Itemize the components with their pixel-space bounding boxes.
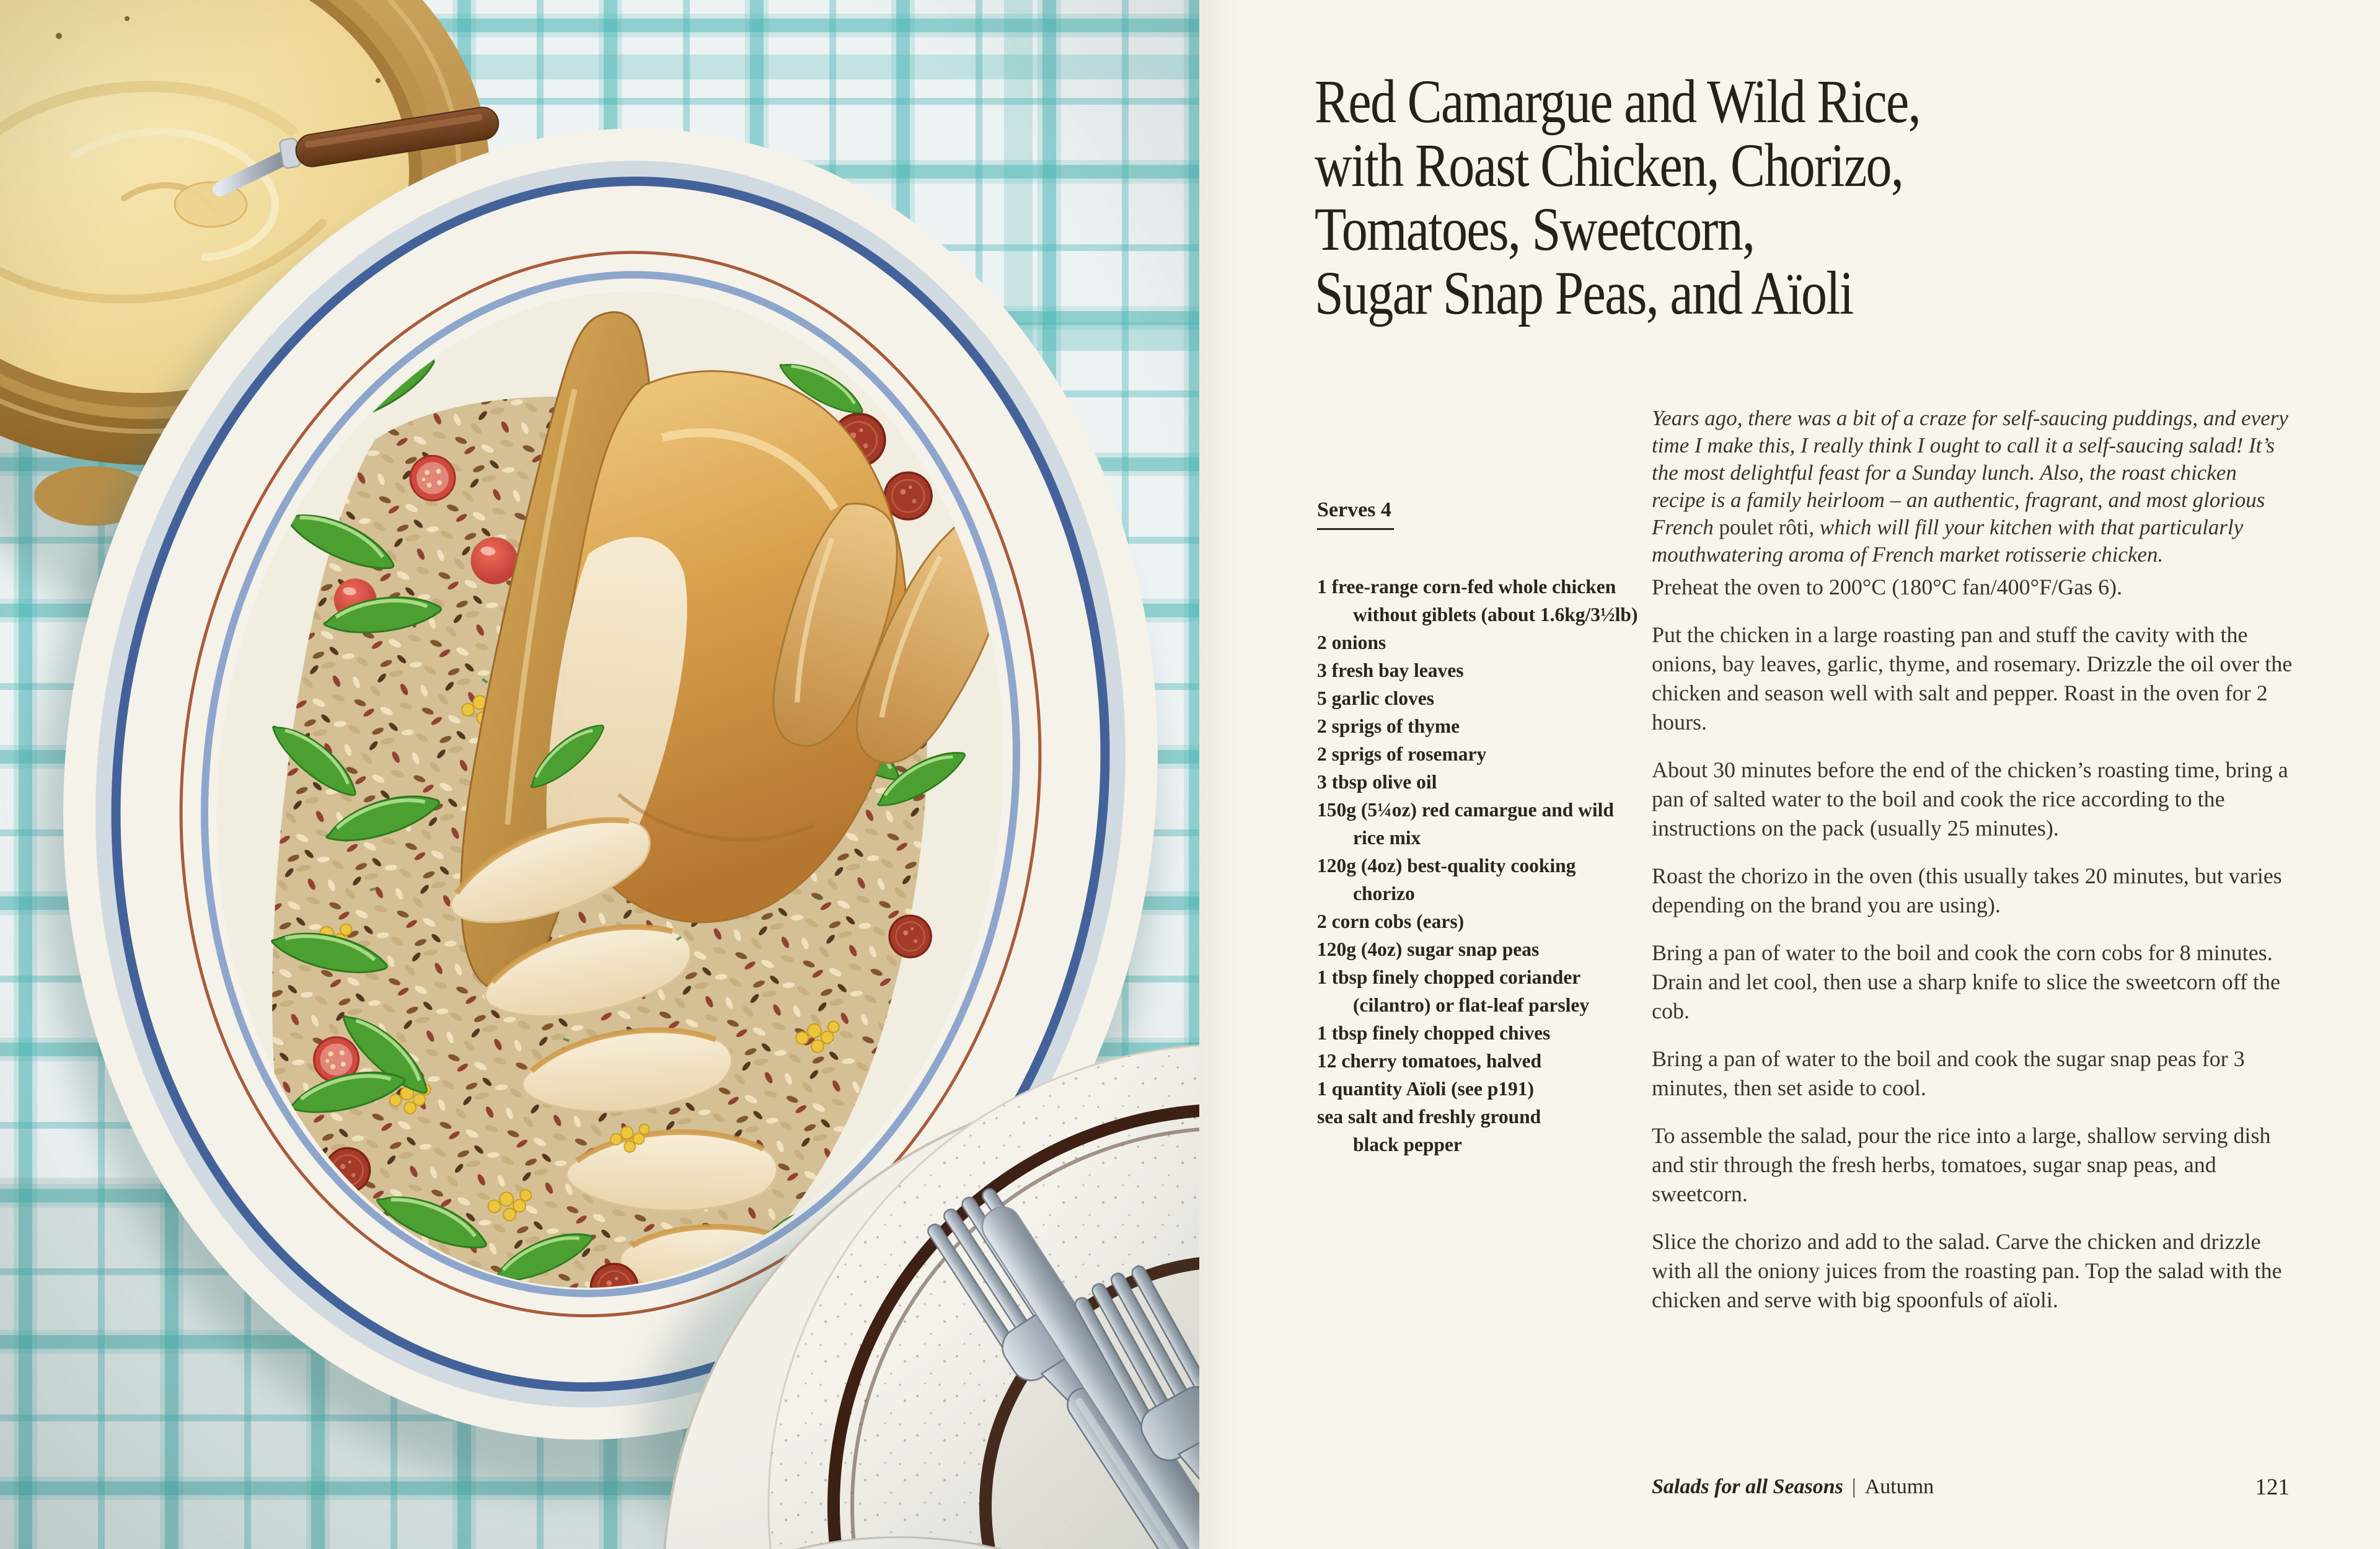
recipe-page xyxy=(1199,0,2380,1549)
ingredient-item xyxy=(1317,1019,1664,1047)
method-paragraph: Preheat the oven to 200°C (180°C fan/400°F/Gas 6). xyxy=(1652,575,2123,599)
recipe-title xyxy=(1315,69,1920,325)
ingredient-line: (cilantro) or flat-leaf parsley xyxy=(1353,994,1590,1016)
recipe-intro xyxy=(1652,405,2293,568)
recipe-title-line: Sugar Snap Peas, and Aïoli xyxy=(1315,258,1853,327)
recipe-title-line: Tomatoes, Sweetcorn, xyxy=(1315,195,1755,263)
recipe-title-line: with Roast Chicken, Chorizo, xyxy=(1315,131,1903,200)
intro-italic-text: which will fill your kitchen with that particularly mouthwatering aroma of French market rotisserie chicken. xyxy=(1652,515,2244,567)
method-paragraph: Roast the chorizo in the oven (this usually takes 20 minutes, but varies depending on the brand you are using). xyxy=(1652,863,2282,917)
footer-divider: | xyxy=(1851,1475,1856,1498)
ingredient-item xyxy=(1317,1047,1664,1075)
ingredient-line: 150g (5¼oz) red camargue and wild xyxy=(1317,799,1614,821)
ingredient-item xyxy=(1317,656,1664,684)
ingredient-item xyxy=(1317,684,1664,712)
ingredient-item xyxy=(1317,712,1664,740)
serves-label: Serves 4 xyxy=(1317,498,1394,530)
ingredient-line: chorizo xyxy=(1353,883,1415,904)
method-paragraph: Bring a pan of water to the boil and cook the sugar snap peas for 3 minutes, then set aside to cool. xyxy=(1652,1046,2245,1100)
ingredient-item xyxy=(1317,573,1664,629)
ingredient-item xyxy=(1317,1103,1664,1158)
ingredient-item xyxy=(1317,1075,1664,1103)
ingredient-item xyxy=(1317,907,1664,935)
ingredient-line: 2 sprigs of rosemary xyxy=(1317,743,1487,765)
ingredient-line: 1 tbsp finely chopped coriander xyxy=(1317,966,1581,988)
ingredient-line: 1 tbsp finely chopped chives xyxy=(1317,1022,1551,1044)
ingredient-item xyxy=(1317,852,1664,907)
method-paragraph: To assemble the salad, pour the rice into a large, shallow serving dish and stir through the fresh herbs, tomatoes, sugar snap peas, and sweetcorn. xyxy=(1652,1123,2271,1206)
ingredient-line: 1 quantity Aïoli (see p191) xyxy=(1317,1078,1535,1100)
intro-italic-text: Years ago, there was a bit of a craze for self-saucing puddings, and every time I make this, I really think I ought to call it a self-saucing salad! It’s the most delightful feast for a Sunday lunch. Also, the roast chicken recipe is a family heirloom – an authentic, fragrant, and most glorious French xyxy=(1652,406,2288,539)
ingredient-item xyxy=(1317,796,1664,852)
method-paragraph: Put the chicken in a large roasting pan and stuff the cavity with the onions, bay leaves, garlic, thyme, and rosemary. Drizzle the oil over the chicken and season well with salt and pepper. Roast in the oven for 2 hours. xyxy=(1652,622,2293,735)
intro-roman-text: poulet rôti, xyxy=(1719,515,1815,539)
ingredient-line: 12 cherry tomatoes, halved xyxy=(1317,1050,1542,1072)
ingredient-line: 120g (4oz) best-quality cooking xyxy=(1317,855,1576,876)
ingredient-item xyxy=(1317,768,1664,796)
recipe-title-line: Red Camargue and Wild Rice, xyxy=(1315,67,1920,136)
method-paragraph: Slice the chorizo and add to the salad. Carve the chicken and drizzle with all the oniony juices from the roasting pan. Top the salad with the chicken and serve with big spoonfuls of aïoli. xyxy=(1652,1229,2282,1312)
ingredient-line: 1 free-range corn-fed whole chicken xyxy=(1317,576,1616,598)
footer-section-title: Salads for all Seasons xyxy=(1652,1475,1843,1498)
ingredient-item xyxy=(1317,629,1664,656)
ingredient-line: 5 garlic cloves xyxy=(1317,687,1434,709)
method-paragraph: About 30 minutes before the end of the chicken’s roasting time, bring a pan of salted water to the boil and cook the rice according to the instructions on the pack (usually 25 minutes). xyxy=(1652,757,2288,841)
page-number: 121 xyxy=(2255,1475,2290,1500)
ingredient-line: 3 tbsp olive oil xyxy=(1317,771,1437,793)
ingredient-line: 120g (4oz) sugar snap peas xyxy=(1317,938,1540,960)
ingredient-item xyxy=(1317,740,1664,768)
ingredient-line: black pepper xyxy=(1353,1134,1462,1155)
ingredient-line: rice mix xyxy=(1353,827,1421,849)
ingredient-line: without giblets (about 1.6kg/3½lb) xyxy=(1353,604,1638,625)
method-paragraphs xyxy=(1652,573,2306,1333)
ingredient-line: 2 onions xyxy=(1317,632,1386,653)
ingredient-line: sea salt and freshly ground xyxy=(1317,1106,1541,1128)
ingredient-item xyxy=(1317,935,1664,963)
page-footer xyxy=(1652,1475,1934,1499)
method-paragraph: Bring a pan of water to the boil and cook the corn cobs for 8 minutes. Drain and let cool, then use a sharp knife to slice the sweetcorn off the cob. xyxy=(1652,940,2280,1023)
ingredient-line: 2 sprigs of thyme xyxy=(1317,715,1460,737)
ingredient-item xyxy=(1317,963,1664,1019)
ingredient-line: 3 fresh bay leaves xyxy=(1317,660,1464,681)
footer-season: Autumn xyxy=(1864,1475,1934,1498)
ingredients-list xyxy=(1317,573,1664,1158)
ingredient-line: 2 corn cobs (ears) xyxy=(1317,911,1465,932)
page-gutter-shadow xyxy=(1199,0,1239,1549)
